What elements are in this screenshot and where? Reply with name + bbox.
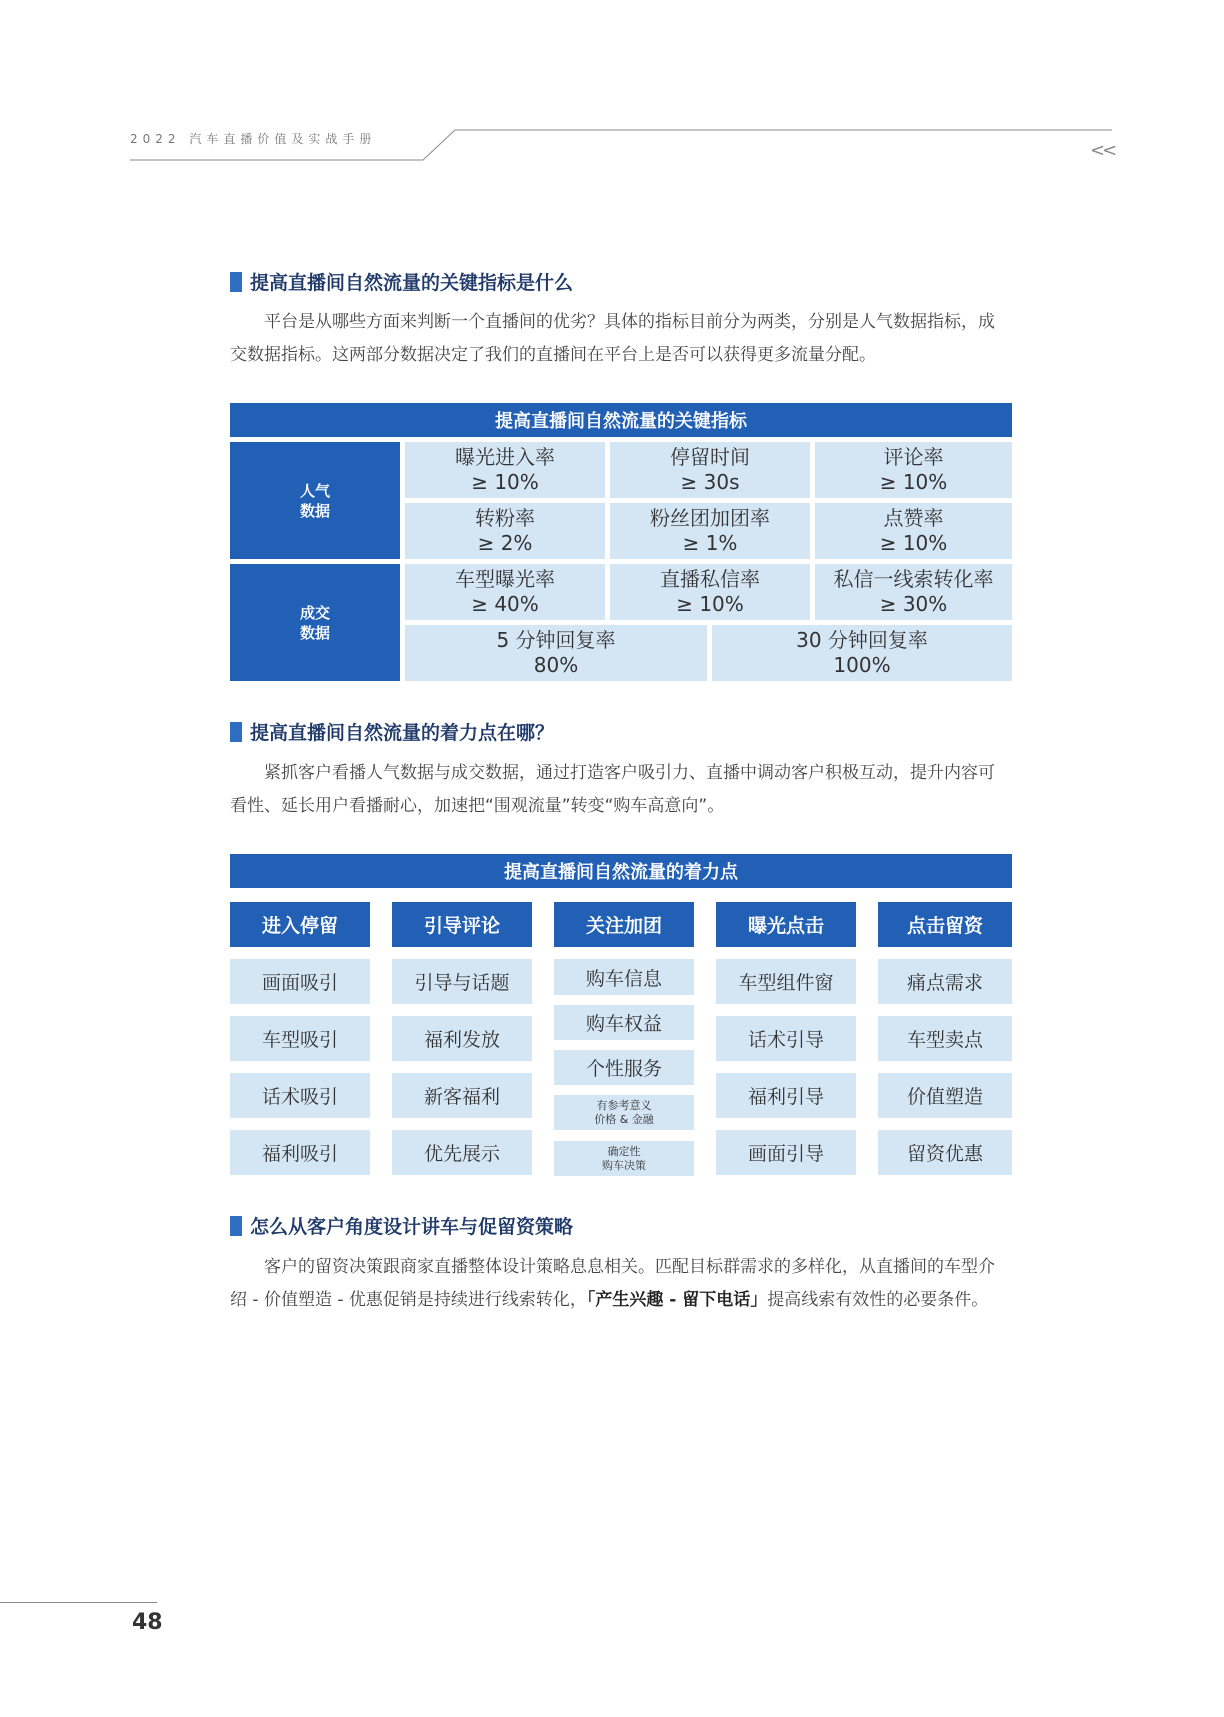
metric-value: ≥ 2% [477,531,533,555]
focus-item: 引导与话题 [392,959,532,1004]
paragraph-emphasis: 「产生兴趣 - 留下电话」 [586,1290,768,1310]
paragraph-text: 提高线索有效性的必要条件。 [767,1290,989,1310]
metric-name: 私信一线索转化率 [833,567,994,591]
metric-cell [405,564,605,620]
section-paragraph-3 [230,1251,1010,1317]
focus-item: 话术吸引 [230,1073,370,1118]
chevron-left-icon: << [1090,140,1115,161]
section-heading-1 [230,268,573,295]
metric-name: 停留时间 [670,445,750,469]
focus-item: 画面引导 [716,1130,856,1175]
focus-item: 个性服务 [554,1050,694,1085]
metric-cell [610,442,810,498]
metrics-category-popularity: 人气 数据 [230,442,400,559]
focus-item: 福利吸引 [230,1130,370,1175]
metric-value: 80% [533,653,579,677]
focus-item: 确定性 购车决策 [554,1141,694,1176]
heading-marker [230,722,242,742]
metrics-category-conversion: 成交 数据 [230,564,400,681]
focus-item: 留资优惠 [878,1130,1012,1175]
metric-value: ≥ 10% [879,470,948,494]
metric-cell [815,503,1012,559]
focus-item: 有参考意义 价格 & 金融 [554,1095,694,1130]
footer-rule [0,1602,157,1603]
focus-item: 购车信息 [554,959,694,995]
metric-cell [405,625,707,681]
focus-column-header: 点击留资 [878,902,1012,947]
metric-cell [610,564,810,620]
metric-cell [405,442,605,498]
metric-value: 100% [833,653,891,677]
metric-value: ≥ 10% [471,470,539,494]
heading-marker [230,272,242,292]
section-heading-2 [230,718,554,745]
metric-name: 评论率 [883,445,944,469]
focus-item: 车型组件窗 [716,959,856,1004]
page-number: 48 [132,1610,163,1635]
metric-name: 车型曝光率 [455,567,555,591]
focus-item: 福利引导 [716,1073,856,1118]
section-paragraph-1: 平台是从哪些方面来判断一个直播间的优劣？具体的指标目前分为两类，分别是人气数据指标，成交数据指标。这两部分数据决定了我们的直播间在平台上是否可以获得更多流量分配。 [230,312,995,365]
focus-column-header: 曝光点击 [716,902,856,947]
section-heading-3 [230,1212,573,1239]
metric-cell [712,625,1012,681]
focus-item: 购车权益 [554,1005,694,1040]
section-heading-text: 提高直播间自然流量的关键指标是什么 [250,272,574,294]
header-rule [0,0,1224,180]
metric-value: ≥ 30% [879,592,948,616]
focus-column-header: 进入停留 [230,902,370,947]
metric-name: 5 分钟回复率 [496,628,616,652]
focus-item: 优先展示 [392,1130,532,1175]
focus-table-title: 提高直播间自然流量的着力点 [230,854,1012,888]
focus-item: 车型吸引 [230,1016,370,1061]
section-heading-text: 提高直播间自然流量的着力点在哪？ [250,722,555,744]
metric-name: 转粉率 [475,506,535,530]
focus-item: 车型卖点 [878,1016,1012,1061]
heading-marker [230,1216,242,1236]
focus-item: 画面吸引 [230,959,370,1004]
metric-name: 粉丝团加团率 [650,506,770,530]
focus-item: 价值塑造 [878,1073,1012,1118]
focus-column-header: 引导评论 [392,902,532,947]
metric-name: 曝光进入率 [455,445,555,469]
focus-item: 新客福利 [392,1073,532,1118]
metric-cell [405,503,605,559]
running-header-title: 2022 汽车直播价值及实战手册 [130,132,377,146]
metric-name: 30 分钟回复率 [796,628,928,652]
metric-cell [610,503,810,559]
metric-value: ≥ 10% [676,592,744,616]
focus-item: 痛点需求 [878,959,1012,1004]
metric-value: ≥ 30s [680,470,740,494]
metric-value: ≥ 1% [682,531,738,555]
focus-item: 福利发放 [392,1016,532,1061]
paragraph-text: 客户的留资决策跟商家直播整体设计策略息息相关。匹配目标群需求的多样化，从直播间的车型介绍 - 价值塑造 - 优惠促销是持续进行线索转化， [230,1257,995,1310]
section-paragraph-2: 紧抓客户看播人气数据与成交数据，通过打造客户吸引力、直播中调动客户积极互动，提升内容可看性、延长用户看播耐心，加速把“围观流量”转变“购车高意向”。 [230,763,995,816]
focus-column-header: 关注加团 [554,902,694,947]
metrics-table-title: 提高直播间自然流量的关键指标 [230,403,1012,437]
metric-value: ≥ 40% [471,592,539,616]
metric-cell [815,564,1012,620]
metric-cell [815,442,1012,498]
metric-value: ≥ 10% [879,531,948,555]
metric-name: 直播私信率 [660,567,760,591]
section-heading-text: 怎么从客户角度设计讲车与促留资策略 [250,1216,574,1238]
metric-name: 点赞率 [883,506,944,530]
focus-item: 话术引导 [716,1016,856,1061]
